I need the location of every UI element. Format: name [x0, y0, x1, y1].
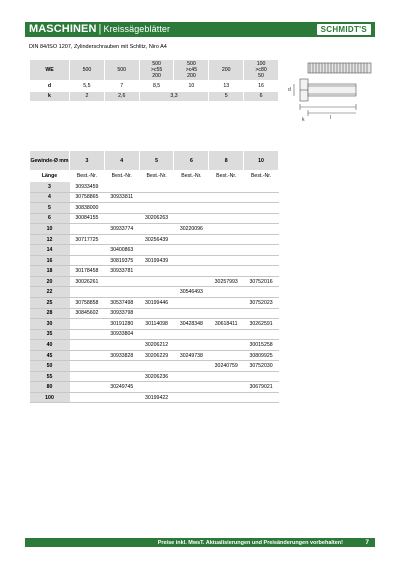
part-number-cell	[104, 234, 139, 245]
part-number-cell: 30537498	[104, 298, 139, 309]
part-number-cell: 30026261	[70, 276, 105, 287]
part-number-cell	[244, 182, 279, 193]
part-number-cell	[209, 329, 244, 340]
part-number-cell	[70, 350, 105, 361]
table-row	[30, 298, 279, 309]
dim-header-cell: 500	[104, 60, 139, 81]
length-cell: 55	[30, 371, 70, 382]
part-number-cell: 30618411	[209, 319, 244, 330]
order-number-label: Best.-Nr.	[244, 171, 279, 182]
part-number-cell	[70, 340, 105, 351]
part-number-cell	[104, 213, 139, 224]
title-separator: |	[98, 23, 102, 35]
part-number-cell	[244, 255, 279, 266]
order-number-label: Best.-Nr.	[209, 171, 244, 182]
page-number: 7	[365, 539, 369, 546]
dim-cell: 8,5	[139, 81, 174, 92]
part-number-cell	[174, 213, 209, 224]
part-number-cell: 30809925	[244, 350, 279, 361]
table-row	[30, 213, 279, 224]
footer-bar	[25, 538, 375, 547]
length-cell: 4	[30, 192, 70, 203]
part-number-cell	[244, 371, 279, 382]
table-row	[30, 392, 279, 403]
screw-shaft-side	[308, 63, 371, 73]
table-row	[30, 340, 279, 351]
length-cell: 14	[30, 245, 70, 256]
table-row	[30, 382, 279, 393]
dim-cell: 13	[209, 81, 244, 92]
header-bar	[25, 22, 375, 37]
dim-row-label: d	[30, 81, 70, 92]
part-number-cell	[174, 382, 209, 393]
part-number-cell: 30249745	[104, 382, 139, 393]
part-number-cell	[139, 308, 174, 319]
part-number-cell	[209, 298, 244, 309]
part-number-cell	[209, 224, 244, 235]
part-number-cell	[139, 224, 174, 235]
part-number-cell	[174, 234, 209, 245]
table-row	[30, 245, 279, 256]
part-number-cell	[244, 266, 279, 277]
length-cell: 28	[30, 308, 70, 319]
part-number-cell	[244, 203, 279, 214]
table-row	[30, 308, 279, 319]
page-title	[29, 23, 170, 35]
part-number-cell	[174, 245, 209, 256]
part-number-cell: 30933828	[104, 350, 139, 361]
length-cell: 35	[30, 329, 70, 340]
part-number-cell	[104, 203, 139, 214]
part-number-cell	[174, 266, 209, 277]
table-row	[30, 319, 279, 330]
product-spec: DIN 84/ISO 1207, Zylinderschrauben mit Schlitz, Niro A4	[29, 44, 167, 50]
part-number-cell	[209, 308, 244, 319]
part-number-cell: 30206236	[139, 371, 174, 382]
screw-drawing	[286, 55, 381, 127]
part-number-cell	[174, 298, 209, 309]
part-number-cell	[104, 361, 139, 372]
part-number-cell	[70, 382, 105, 393]
part-number-cell	[70, 392, 105, 403]
table-row	[30, 203, 279, 214]
order-number-label: Best.-Nr.	[70, 171, 105, 182]
table-row	[30, 350, 279, 361]
dim-header-cell: 500	[70, 60, 105, 81]
part-number-cell: 30114098	[139, 319, 174, 330]
part-number-cell	[139, 329, 174, 340]
part-number-cell: 30199439	[139, 255, 174, 266]
part-number-cell	[174, 203, 209, 214]
part-number-cell	[139, 287, 174, 298]
part-number-cell	[209, 382, 244, 393]
length-cell: 25	[30, 298, 70, 309]
table-row	[30, 182, 279, 193]
part-number-cell: 30206212	[139, 340, 174, 351]
part-number-cell: 30717725	[70, 234, 105, 245]
part-number-cell	[174, 340, 209, 351]
table-row	[30, 329, 279, 340]
part-number-cell: 30933798	[104, 308, 139, 319]
part-number-cell	[209, 203, 244, 214]
thread-row	[30, 151, 279, 171]
length-cell: 18	[30, 266, 70, 277]
part-number-cell	[209, 255, 244, 266]
part-number-cell	[244, 308, 279, 319]
part-number-cell: 30178458	[70, 266, 105, 277]
part-number-cell: 30752023	[244, 298, 279, 309]
part-number-cell: 30400863	[104, 245, 139, 256]
part-number-cell	[139, 382, 174, 393]
part-number-cell	[174, 329, 209, 340]
part-number-cell: 30752016	[244, 276, 279, 287]
part-number-table	[29, 150, 279, 403]
part-number-cell: 30758865	[70, 192, 105, 203]
length-label: Länge	[30, 171, 70, 182]
table-row	[30, 255, 279, 266]
dim-header-cell: 500 >c55 200	[139, 60, 174, 81]
order-number-label: Best.-Nr.	[174, 171, 209, 182]
table-row	[30, 234, 279, 245]
part-number-cell: 30845602	[70, 308, 105, 319]
part-number-cell: 30256439	[139, 234, 174, 245]
dim-header-row	[30, 60, 279, 81]
part-number-cell: 30257993	[209, 276, 244, 287]
length-cell: 80	[30, 382, 70, 393]
dim-row	[30, 91, 279, 102]
table-row	[30, 371, 279, 382]
part-number-cell	[244, 287, 279, 298]
part-number-cell	[104, 340, 139, 351]
footer-disclaimer: Preise inkl. MwsT. Aktualisierungen und Preisänderungen vorbehalten!	[157, 539, 343, 546]
length-cell: 100	[30, 392, 70, 403]
dim-cell: 2,6	[104, 91, 139, 102]
part-number-cell: 30240759	[209, 361, 244, 372]
part-number-cell	[139, 245, 174, 256]
part-number-cell: 30933781	[104, 266, 139, 277]
part-number-cell	[209, 350, 244, 361]
part-number-cell	[209, 182, 244, 193]
part-number-cell: 30933774	[104, 224, 139, 235]
dim-d-label: d	[288, 87, 291, 93]
dim-cell: 5,5	[70, 81, 105, 92]
part-number-cell: 30819375	[104, 255, 139, 266]
thread-size: 5	[139, 151, 174, 171]
part-number-cell	[174, 192, 209, 203]
part-number-cell	[139, 192, 174, 203]
part-number-cell: 30838000	[70, 203, 105, 214]
part-number-cell	[139, 182, 174, 193]
part-number-cell	[209, 340, 244, 351]
thread-size: 8	[209, 151, 244, 171]
part-number-cell	[174, 308, 209, 319]
part-number-cell: 30206263	[139, 213, 174, 224]
part-number-cell: 30679021	[244, 382, 279, 393]
part-number-cell	[104, 276, 139, 287]
length-cell: 20	[30, 276, 70, 287]
table-row	[30, 224, 279, 235]
thread-size: 6	[174, 151, 209, 171]
part-number-cell	[244, 392, 279, 403]
length-cell: 10	[30, 224, 70, 235]
part-number-cell	[244, 329, 279, 340]
part-number-cell: 30206229	[139, 350, 174, 361]
part-number-cell: 30191280	[104, 319, 139, 330]
part-number-cell	[139, 361, 174, 372]
length-cell: 40	[30, 340, 70, 351]
section-subtitle: Kreissägeblätter	[103, 24, 171, 34]
dim-cell: 2	[70, 91, 105, 102]
part-number-cell	[244, 245, 279, 256]
order-header-row	[30, 171, 279, 182]
dim-k-label: k	[302, 117, 305, 123]
part-number-cell	[209, 192, 244, 203]
dim-row	[30, 81, 279, 92]
dim-cell: 16	[244, 81, 279, 92]
dim-row-label: k	[30, 91, 70, 102]
part-number-cell	[209, 245, 244, 256]
part-number-cell	[174, 276, 209, 287]
part-number-cell: 30933459	[70, 182, 105, 193]
part-number-cell: 30933804	[104, 329, 139, 340]
part-number-cell	[244, 192, 279, 203]
part-number-cell: 30084155	[70, 213, 105, 224]
dim-header-label: WE	[30, 60, 70, 81]
part-number-cell: 30262591	[244, 319, 279, 330]
length-cell: 12	[30, 234, 70, 245]
length-cell: 22	[30, 287, 70, 298]
thread-size: 3	[70, 151, 105, 171]
part-number-cell	[70, 371, 105, 382]
part-number-cell: 30199422	[139, 392, 174, 403]
thread-size: 4	[104, 151, 139, 171]
part-number-cell	[209, 213, 244, 224]
dim-cell: 5	[209, 91, 244, 102]
dim-cell: 3,3	[139, 91, 209, 102]
part-number-cell	[70, 287, 105, 298]
part-number-cell	[139, 266, 174, 277]
order-number-label: Best.-Nr.	[139, 171, 174, 182]
part-number-cell	[70, 319, 105, 330]
part-number-cell: 30752030	[244, 361, 279, 372]
part-number-cell	[104, 392, 139, 403]
dim-cell: 7	[104, 81, 139, 92]
part-number-cell	[209, 392, 244, 403]
part-number-cell: 30428348	[174, 319, 209, 330]
part-number-cell	[139, 276, 174, 287]
dimension-table	[29, 59, 279, 102]
part-number-cell	[209, 266, 244, 277]
length-cell: 50	[30, 361, 70, 372]
part-number-cell: 30015258	[244, 340, 279, 351]
table-row	[30, 361, 279, 372]
part-number-cell: 30933811	[104, 192, 139, 203]
brand-logo: SCHMIDT'S	[317, 24, 371, 35]
part-number-cell	[209, 371, 244, 382]
part-number-cell	[70, 255, 105, 266]
part-number-cell	[174, 361, 209, 372]
part-number-cell	[174, 182, 209, 193]
section-title: MASCHINEN	[29, 23, 97, 35]
length-cell: 3	[30, 182, 70, 193]
part-number-cell: 30199446	[139, 298, 174, 309]
part-number-cell	[174, 371, 209, 382]
length-cell: 16	[30, 255, 70, 266]
part-number-cell	[174, 255, 209, 266]
part-number-cell	[174, 392, 209, 403]
part-number-cell: 30546493	[174, 287, 209, 298]
length-cell: 6	[30, 213, 70, 224]
length-cell: 30	[30, 319, 70, 330]
part-number-cell	[139, 203, 174, 214]
table-row	[30, 266, 279, 277]
dim-l-label: l	[330, 115, 332, 121]
part-number-cell	[244, 224, 279, 235]
part-number-cell	[104, 287, 139, 298]
part-number-cell	[70, 224, 105, 235]
dim-cell: 10	[174, 81, 209, 92]
length-cell: 45	[30, 350, 70, 361]
part-number-cell	[244, 234, 279, 245]
table-row	[30, 276, 279, 287]
part-number-cell: 30220096	[174, 224, 209, 235]
part-number-cell	[104, 182, 139, 193]
dim-header-cell: 500 >c45 200	[174, 60, 209, 81]
part-number-cell	[244, 213, 279, 224]
part-number-cell: 30758858	[70, 298, 105, 309]
dim-header-cell: 100 >c80 50	[244, 60, 279, 81]
order-number-label: Best.-Nr.	[104, 171, 139, 182]
dim-header-cell: 200	[209, 60, 244, 81]
part-number-cell	[209, 234, 244, 245]
part-number-cell	[70, 329, 105, 340]
part-number-cell	[70, 361, 105, 372]
length-cell: 5	[30, 203, 70, 214]
thread-size: 10	[244, 151, 279, 171]
part-number-cell	[70, 245, 105, 256]
dim-cell: 6	[244, 91, 279, 102]
table-row	[30, 287, 279, 298]
part-number-cell	[209, 287, 244, 298]
thread-label: Gewinde-Ø mm	[30, 151, 70, 171]
table-row	[30, 192, 279, 203]
part-number-cell	[104, 371, 139, 382]
part-number-cell: 30249738	[174, 350, 209, 361]
